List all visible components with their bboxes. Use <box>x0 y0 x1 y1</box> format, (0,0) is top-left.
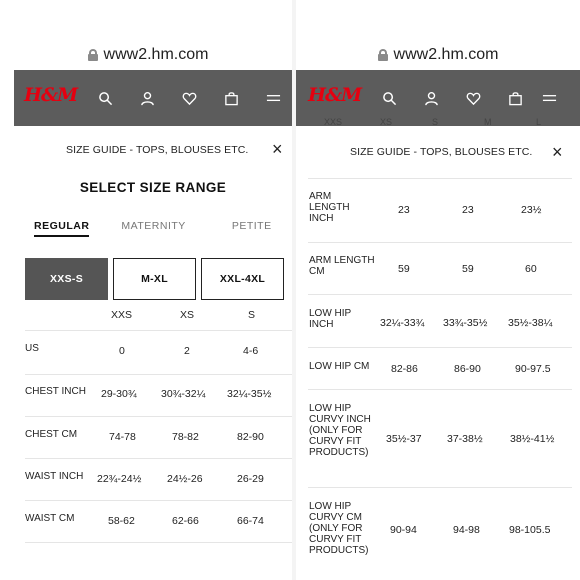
cell-us-xxs: 0 <box>119 345 125 357</box>
cell-curvy-cm-xxs: 90-94 <box>390 524 417 536</box>
cell-waist-cm-xs: 62-66 <box>172 515 199 527</box>
header-icons <box>84 88 294 108</box>
cell-arm-cm-s: 60 <box>525 263 537 275</box>
search-icon[interactable] <box>84 88 126 108</box>
table-divider <box>25 374 292 375</box>
cell-waist-cm-s: 66-74 <box>237 515 264 527</box>
bg-header-s: S <box>432 117 439 127</box>
cell-chest-cm-s: 82-90 <box>237 431 264 443</box>
table-divider <box>308 178 572 179</box>
table-divider <box>308 294 572 295</box>
bg-header-xs: XS <box>380 117 393 127</box>
cell-low-hip-cm-s: 90-97.5 <box>515 363 551 375</box>
header-icons <box>368 88 562 108</box>
cell-low-hip-inch-s: 35½-38¼ <box>508 317 553 329</box>
brand-logo[interactable]: H&M <box>24 84 78 106</box>
row-label-low-hip-inch: LOW HIP INCH <box>309 308 352 330</box>
close-icon[interactable]: × <box>272 139 283 159</box>
cell-chest-cm-xxs: 74-78 <box>109 431 136 443</box>
row-label-us: US <box>25 343 39 354</box>
search-icon[interactable] <box>368 88 410 108</box>
row-label-low-hip-curvy-inch: LOW HIP CURVY INCH (ONLY FOR CURVY FIT PRODUCTS) <box>309 403 371 458</box>
size-guide-modal <box>14 126 292 580</box>
bag-icon[interactable] <box>494 88 536 108</box>
address-bar[interactable] <box>296 40 580 70</box>
cell-curvy-inch-s: 38½-41½ <box>510 433 555 445</box>
size-header-xs: XS <box>180 309 195 321</box>
table-divider <box>25 416 292 417</box>
table-divider <box>308 389 572 390</box>
tab-regular[interactable]: REGULAR <box>34 220 89 237</box>
heart-icon[interactable] <box>452 88 494 108</box>
account-icon[interactable] <box>410 88 452 108</box>
cell-waist-inch-s: 26-29 <box>237 473 264 485</box>
modal-title: SIZE GUIDE - TOPS, BLOUSES ETC. <box>66 144 249 156</box>
menu-icon[interactable] <box>252 88 294 108</box>
cell-us-xs: 2 <box>184 345 190 357</box>
table-divider <box>308 242 572 243</box>
cell-us-s: 4-6 <box>243 345 259 357</box>
bag-icon[interactable] <box>210 88 252 108</box>
cell-low-hip-inch-xs: 33¾-35½ <box>443 317 488 329</box>
row-label-low-hip-cm: LOW HIP CM <box>309 361 370 372</box>
address-bar[interactable] <box>0 40 296 70</box>
cell-low-hip-inch-xxs: 32¼-33¾ <box>380 317 425 329</box>
right-screenshot <box>296 0 580 580</box>
cell-arm-inch-xs: 23 <box>462 204 474 216</box>
cell-arm-cm-xs: 59 <box>462 263 474 275</box>
url-text: www2.hm.com <box>393 46 499 63</box>
table-divider <box>25 500 292 501</box>
range-button-m-xl[interactable]: M-XL <box>113 258 196 300</box>
tab-petite[interactable]: PETITE <box>231 220 272 232</box>
close-icon[interactable]: × <box>552 142 563 162</box>
size-header-xxs: XXS <box>111 309 133 321</box>
row-label-chest-cm: CHEST CM <box>25 429 78 440</box>
brand-logo[interactable]: H&M <box>308 84 362 106</box>
table-divider <box>308 487 572 488</box>
row-label-arm-length-inch: ARM LENGTH INCH <box>309 191 350 224</box>
cell-chest-inch-s: 32¼-35½ <box>227 388 272 400</box>
cell-waist-cm-xxs: 58-62 <box>108 515 135 527</box>
size-guide-modal <box>296 127 572 580</box>
table-divider <box>25 542 292 543</box>
lock-icon <box>88 49 98 61</box>
cell-chest-inch-xxs: 29-30¾ <box>101 388 137 400</box>
url-text: www2.hm.com <box>103 46 209 63</box>
range-button-xxl-4xl[interactable]: XXL-4XL <box>201 258 284 300</box>
tab-maternity[interactable]: MATERNITY <box>121 220 186 232</box>
cell-curvy-cm-s: 98-105.5 <box>509 524 551 536</box>
select-size-range-heading: SELECT SIZE RANGE <box>79 180 227 195</box>
cell-waist-inch-xs: 24½-26 <box>167 473 203 485</box>
row-label-chest-inch: CHEST INCH <box>25 386 86 397</box>
bg-header-xxs: XXS <box>324 117 343 127</box>
range-button-xxs-s[interactable]: XXS-S <box>25 258 108 300</box>
site-header <box>14 70 294 126</box>
cell-curvy-inch-xs: 37-38½ <box>447 433 483 445</box>
menu-icon[interactable] <box>536 88 562 108</box>
heart-icon[interactable] <box>168 88 210 108</box>
row-label-arm-length-cm: ARM LENGTH CM <box>309 255 375 277</box>
cell-arm-inch-xxs: 23 <box>398 204 410 216</box>
cell-curvy-cm-xs: 94-98 <box>453 524 480 536</box>
row-label-waist-cm: WAIST CM <box>25 513 75 524</box>
cell-low-hip-cm-xs: 86-90 <box>454 363 481 375</box>
table-divider <box>25 330 292 331</box>
cell-waist-inch-xxs: 22¾-24½ <box>97 473 142 485</box>
bg-header-m: M <box>484 117 492 127</box>
row-label-low-hip-curvy-cm: LOW HIP CURVY CM (ONLY FOR CURVY FIT PRODUCTS) <box>309 501 369 556</box>
cell-chest-cm-xs: 78-82 <box>172 431 199 443</box>
size-header-s: S <box>248 309 256 321</box>
table-divider <box>308 347 572 348</box>
cell-arm-inch-s: 23½ <box>521 204 542 216</box>
account-icon[interactable] <box>126 88 168 108</box>
cell-chest-inch-xs: 30¾-32¼ <box>161 388 206 400</box>
modal-title: SIZE GUIDE - TOPS, BLOUSES ETC. <box>350 146 533 158</box>
table-divider <box>25 458 292 459</box>
lock-icon <box>378 49 388 61</box>
bg-header-l: L <box>536 117 542 127</box>
size-tabs <box>34 220 272 237</box>
cell-curvy-inch-xxs: 35½-37 <box>386 433 422 445</box>
cell-arm-cm-xxs: 59 <box>398 263 410 275</box>
row-label-waist-inch: WAIST INCH <box>25 471 84 482</box>
cell-low-hip-cm-xxs: 82-86 <box>391 363 418 375</box>
